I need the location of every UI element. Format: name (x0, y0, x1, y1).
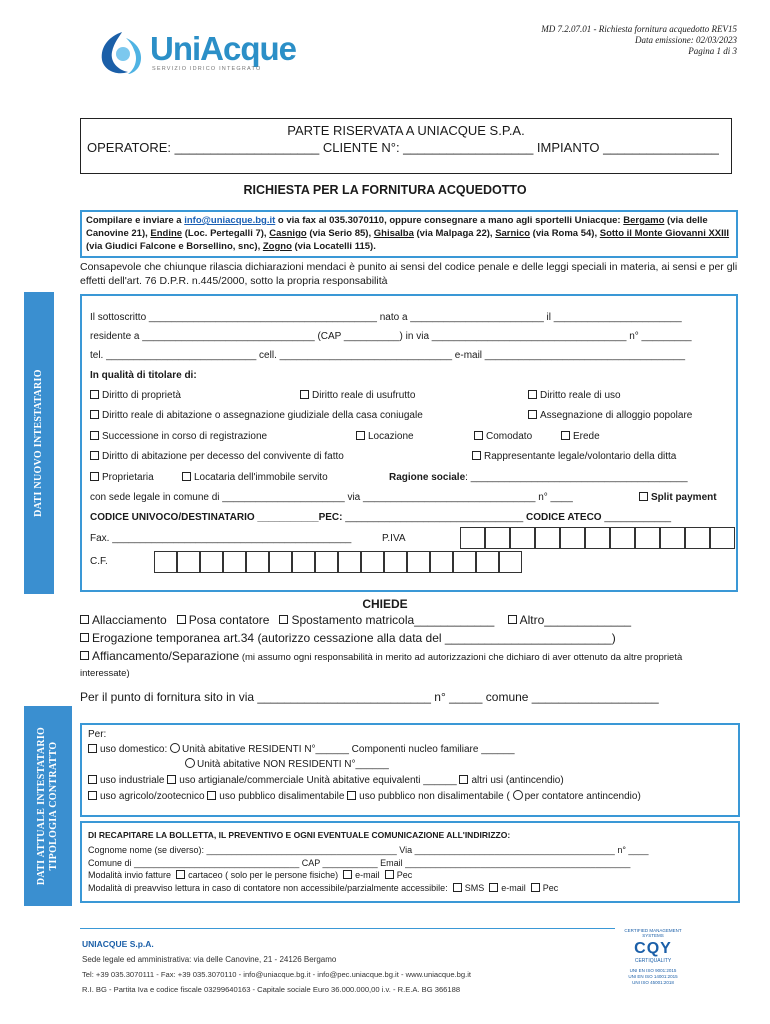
option-label: uso industriale (100, 775, 165, 786)
option-label: altri usi (antincendio) (471, 775, 564, 786)
option-alloggio-popolare[interactable] (528, 410, 692, 421)
ragione-sociale-line: : _______________________________________ (465, 472, 688, 483)
option-label: uso domestico: (100, 744, 168, 755)
instructions-box (80, 210, 738, 258)
option-label: Unità abitative RESIDENTI N°______ Componenti nucleo familiare ______ (182, 744, 515, 755)
office-sotto-il-monte: Sotto il Monte Giovanni XXIII (599, 228, 730, 239)
cert-brand: CQY (634, 940, 672, 957)
checkbox-icon[interactable] (472, 451, 481, 460)
instr-text: (Loc. Pertegalli 7), (182, 228, 270, 239)
option-note: (mi assumo ogni responsabilità in merito ad autorizzazioni che dichiaro di aver ottenuto da altre proprietà interessate) (80, 652, 683, 679)
option-posa-contatore[interactable] (177, 613, 270, 627)
sidebar-line-1: DATI ATTUALE INTESTATARIO (36, 726, 47, 886)
contacts-row[interactable]: tel. ___________________________ cell. _______________________________ e-mail ____________________________________ (90, 350, 686, 361)
ragione-sociale-field[interactable] (389, 472, 688, 483)
checkbox-icon[interactable] (561, 431, 570, 440)
footer-company: UNIACQUE S.p.A. (82, 939, 154, 949)
codice-univoco-row[interactable] (90, 512, 671, 523)
disclaimer-text: Consapevole che chiunque rilascia dichiarazioni mendaci è punito ai sensi del codice penale e delle leggi speciali in materia, ai sensi e per gli effetti dell'art. 76 D.P.R. n.445/2000, sotto la propria responsabilità (80, 261, 738, 287)
logo-wordmark: UniAcque (150, 30, 297, 67)
option-proprieta[interactable] (90, 390, 181, 401)
checkbox-icon[interactable] (90, 390, 99, 399)
chiede-title: CHIEDE (362, 597, 408, 611)
option-notice-pec[interactable] (531, 883, 559, 893)
billing-title: DI RECAPITARE LA BOLLETTA, IL PREVENTIVO E OGNI EVENTUALE COMUNICAZIONE ALL'INDIRIZZO: (88, 830, 511, 840)
option-label: Locataria dell'immobile servito (194, 472, 328, 483)
piva-label: P.IVA (382, 533, 406, 544)
reserved-section (80, 118, 732, 174)
residence-row[interactable]: residente a _______________________________ (CAP __________) in via ___________________________________ n° _________ (90, 331, 692, 342)
option-uso-agricolo[interactable] (88, 791, 205, 802)
checkbox-icon[interactable] (279, 615, 288, 624)
option-notice-email[interactable] (489, 883, 526, 893)
option-label: Erede (573, 431, 600, 442)
codice-univoco-label: CODICE UNIVOCO/DESTINATARIO ___________PEC: (90, 512, 343, 523)
form-title: RICHIESTA PER LA FORNITURA ACQUEDOTTO (243, 183, 527, 197)
option-residenti[interactable] (170, 744, 515, 755)
instr-text: (via Serio 85), (306, 228, 374, 239)
checkbox-icon[interactable] (207, 791, 216, 800)
pec-line: ________________________________ (342, 512, 527, 523)
name-birth-row[interactable]: Il sottoscritto _________________________________________ nato a ________________________ il _______________________ (90, 312, 682, 323)
billing-name-row[interactable]: Cognome nome (se diverso): ______________________________________ Via ________________________________________ n° ____ (88, 845, 649, 855)
option-label: SMS (464, 883, 485, 893)
option-successione[interactable] (90, 431, 267, 442)
option-affiancamento[interactable] (80, 649, 730, 681)
checkbox-icon[interactable] (88, 791, 97, 800)
doc-code: MD 7.2.07.01 - Richiesta fornitura acquedotto REV15 (541, 24, 737, 34)
ateco-line: ____________ (601, 512, 672, 523)
office-endine: Endine (150, 228, 183, 239)
option-rappresentante[interactable] (472, 451, 676, 462)
option-label: Erogazione temporanea art.34 (autorizzo cessazione alla data del _________________________) (92, 631, 616, 645)
option-label: e-mail (501, 883, 526, 893)
checkbox-icon[interactable] (453, 883, 462, 892)
office-bergamo: Bergamo (623, 215, 665, 226)
sidebar-current-holder (24, 706, 72, 906)
invoice-mode-row (88, 870, 412, 880)
option-label: uso artigianale/commerciale Unità abitative equivalenti ______ (179, 775, 457, 786)
checkbox-icon[interactable] (90, 451, 99, 460)
checkbox-icon[interactable] (177, 615, 186, 624)
option-proprietaria[interactable] (90, 472, 154, 483)
option-sms[interactable] (453, 883, 485, 893)
option-label: uso agricolo/zootecnico (100, 791, 205, 802)
page-number: Pagina 1 di 3 (688, 46, 737, 56)
instr-text: (via Malpaga 22), (413, 228, 496, 239)
option-uso-domestico[interactable] (88, 744, 167, 755)
option-uso-industriale[interactable] (88, 775, 164, 786)
checkbox-icon[interactable] (639, 492, 648, 501)
checkbox-icon[interactable] (508, 615, 517, 624)
checkbox-icon[interactable] (80, 651, 89, 660)
checkbox-icon[interactable] (356, 431, 365, 440)
option-label: Comodato (486, 431, 533, 442)
option-contatore-antincendio[interactable] (513, 791, 641, 802)
checkbox-icon[interactable] (489, 883, 498, 892)
option-comodato[interactable] (474, 431, 532, 442)
instr-text: o via fax al 035.3070110, oppure consegnare a mano agli sportelli Uniacque: (275, 215, 624, 226)
option-label: Assegnazione di alloggio popolare (540, 410, 693, 421)
option-label: Diritto di abitazione per decesso del convivente di fatto (102, 451, 344, 462)
reading-notice-row (88, 883, 558, 893)
uniacque-logo-icon (96, 30, 148, 76)
radio-icon[interactable] (185, 758, 195, 768)
option-label: e-mail (355, 870, 380, 880)
certiquality-badge (622, 928, 684, 986)
cert-iso-9001: UNI EN ISO 9001:2015 (629, 968, 677, 973)
usage-industrial-row (88, 775, 564, 786)
option-locataria[interactable] (182, 472, 328, 483)
checkbox-icon[interactable] (80, 615, 89, 624)
instr-text: (via delle Canovine 21), (86, 215, 708, 239)
usage-domestic-row (88, 744, 515, 755)
option-label: Diritto reale di abitazione o assegnazione giudiziale della casa coniugale (102, 410, 423, 421)
option-spostamento[interactable] (279, 613, 494, 627)
checkbox-icon[interactable] (300, 390, 309, 399)
option-label: per contatore antincendio) (524, 791, 641, 802)
instr-text: (via Roma 54), (530, 228, 600, 239)
usage-agricultural-row (88, 791, 641, 802)
footer-legal: R.I. BG - Partita Iva e codice fiscale 03299640163 - Capitale sociale Euro 36.000.000,00 i.v. - R.E.A. BG 366188 (82, 985, 461, 994)
option-erogazione[interactable] (80, 631, 616, 645)
new-holder-form (80, 294, 738, 592)
option-abitazione[interactable] (90, 410, 423, 421)
ateco-label: CODICE ATECO (526, 512, 602, 523)
checkbox-icon[interactable] (528, 390, 537, 399)
checkbox-icon[interactable] (531, 883, 540, 892)
reading-notice-label: Modalità di preavviso lettura in caso di contatore non accessibile/parzialmente accessibile: (88, 883, 448, 893)
option-label: uso pubblico non disalimentabile ( (359, 791, 510, 802)
option-label: Split payment (651, 492, 717, 503)
cert-iso-14001: UNI EN ISO 14001:2015 (628, 974, 678, 979)
checkbox-icon[interactable] (176, 870, 185, 879)
option-altro[interactable] (508, 613, 631, 627)
instr-text: (via Locatelli 115). (291, 241, 376, 252)
checkbox-icon[interactable] (182, 472, 191, 481)
option-pubblico-disal[interactable] (207, 791, 344, 802)
option-label: Pec (396, 870, 413, 880)
billing-city-row[interactable]: Comune di _________________________________ CAP ___________ Email _____________________________________________ (88, 858, 631, 868)
sidebar-line-2: TIPOLOGIA CONTRATTO (48, 741, 59, 871)
radio-icon[interactable] (513, 790, 523, 800)
option-uso-artigianale[interactable] (167, 775, 456, 786)
request-row-1 (80, 613, 631, 627)
reserved-title: PARTE RISERVATA A UNIACQUE S.P.A. (287, 123, 525, 138)
option-non-residenti[interactable] (185, 759, 389, 770)
split-payment-option[interactable] (639, 492, 717, 503)
checkbox-icon[interactable] (80, 633, 89, 642)
sede-legale-row[interactable]: con sede legale in comune di ______________________ via _______________________________ n° ____ (90, 492, 573, 503)
option-label: uso pubblico disalimentabile (219, 791, 345, 802)
option-label: Unità abitative NON RESIDENTI N°______ (197, 759, 389, 770)
option-label: Spostamento matricola____________ (291, 613, 495, 627)
option-usufrutto[interactable] (300, 390, 415, 401)
option-label: Affiancamento/Separazione (92, 649, 240, 663)
checkbox-icon[interactable] (88, 744, 97, 753)
office-casnigo: Casnigo (269, 228, 307, 239)
office-zogno: Zogno (262, 241, 292, 252)
option-invoice-pec[interactable] (385, 870, 413, 880)
cf-cells[interactable] (154, 551, 522, 573)
checkbox-icon[interactable] (88, 775, 97, 784)
usage-title: Per: (88, 729, 107, 740)
instr-text: (via Giudici Falcone e Borsellino, snc), (86, 241, 263, 252)
checkbox-icon[interactable] (385, 870, 394, 879)
option-altri-usi[interactable] (459, 775, 563, 786)
email-link[interactable]: info@uniacque.bg.it (184, 215, 276, 226)
checkbox-icon[interactable] (459, 775, 468, 784)
option-label: Allacciamento (92, 613, 167, 627)
option-label: cartaceo ( solo per le persone fisiche) (188, 870, 339, 880)
footer-contacts: Tel: +39 035.3070111 - Fax: +39 035.3070110 - info@uniacque.bg.it - info@pec.uniacque.bg.it - www.uniacque.bg.it (82, 970, 472, 979)
option-erede[interactable] (561, 431, 600, 442)
option-label: Successione in corso di registrazione (102, 431, 268, 442)
cf-label: C.F. (90, 556, 108, 567)
option-pubblico-non-disal[interactable] (347, 791, 510, 802)
title-holder-label: In qualità di titolare di: (90, 370, 197, 381)
checkbox-icon[interactable] (474, 431, 483, 440)
option-label: Pec (542, 883, 559, 893)
option-uso[interactable] (528, 390, 621, 401)
cert-iso-45001: UNI ISO 45001:2018 (632, 980, 674, 985)
radio-icon[interactable] (170, 743, 180, 753)
document-header (541, 24, 737, 57)
office-ghisalba: Ghisalba (373, 228, 414, 239)
fax-row[interactable]: Fax. ___________________________________________ (90, 533, 352, 544)
invoice-mode-label: Modalità invio fatture (88, 870, 172, 880)
option-label: Proprietaria (102, 472, 154, 483)
checkbox-icon[interactable] (528, 410, 537, 419)
cert-title: CERTIFIED MANAGEMENT SYSTEMS (624, 928, 682, 938)
logo-tagline: SERVIZIO IDRICO INTEGRATO (152, 66, 262, 72)
checkbox-icon[interactable] (347, 791, 356, 800)
option-label: Diritto reale di uso (540, 390, 621, 401)
supply-address-row[interactable]: Per il punto di fornitura sito in via __________________________ n° _____ comune ___________________ (80, 690, 659, 704)
reserved-fields[interactable]: OPERATORE: ____________________ CLIENTE N°: __________________ IMPIANTO ________________ (87, 140, 719, 155)
sidebar-current-holder-label (36, 727, 60, 885)
usage-box (80, 723, 740, 817)
sidebar-new-holder (24, 292, 54, 594)
checkbox-icon[interactable] (90, 410, 99, 419)
option-label: Diritto reale di usufrutto (312, 390, 416, 401)
piva-cells[interactable] (460, 527, 735, 549)
option-invoice-email[interactable] (343, 870, 380, 880)
option-label: Posa contatore (188, 613, 270, 627)
sidebar-new-holder-label: DATI NUOVO INTESTATARIO (33, 369, 44, 517)
option-allacciamento[interactable] (80, 613, 167, 627)
option-label: Locazione (368, 431, 414, 442)
footer-address: Sede legale ed amministrativa: via delle Canovine, 21 - 24126 Bergamo (82, 955, 337, 964)
billing-address-box (80, 821, 740, 903)
option-label: Altro_____________ (519, 613, 632, 627)
checkbox-icon[interactable] (90, 472, 99, 481)
ragione-sociale-label: Ragione sociale (389, 472, 466, 483)
checkbox-icon[interactable] (343, 870, 352, 879)
footer-divider (80, 928, 615, 929)
option-label: Diritto di proprietà (102, 390, 181, 401)
checkbox-icon[interactable] (167, 775, 176, 784)
checkbox-icon[interactable] (90, 431, 99, 440)
option-abitazione-decesso[interactable] (90, 451, 344, 462)
cert-sub: CERTIQUALITY (634, 958, 672, 964)
option-locazione[interactable] (356, 431, 414, 442)
issue-date: Data emissione: 02/03/2023 (635, 35, 737, 45)
option-label: Rappresentante legale/volontario della ditta (484, 451, 677, 462)
instr-text: Compilare e inviare a (86, 215, 185, 226)
office-sarnico: Sarnico (495, 228, 531, 239)
option-cartaceo[interactable] (176, 870, 338, 880)
